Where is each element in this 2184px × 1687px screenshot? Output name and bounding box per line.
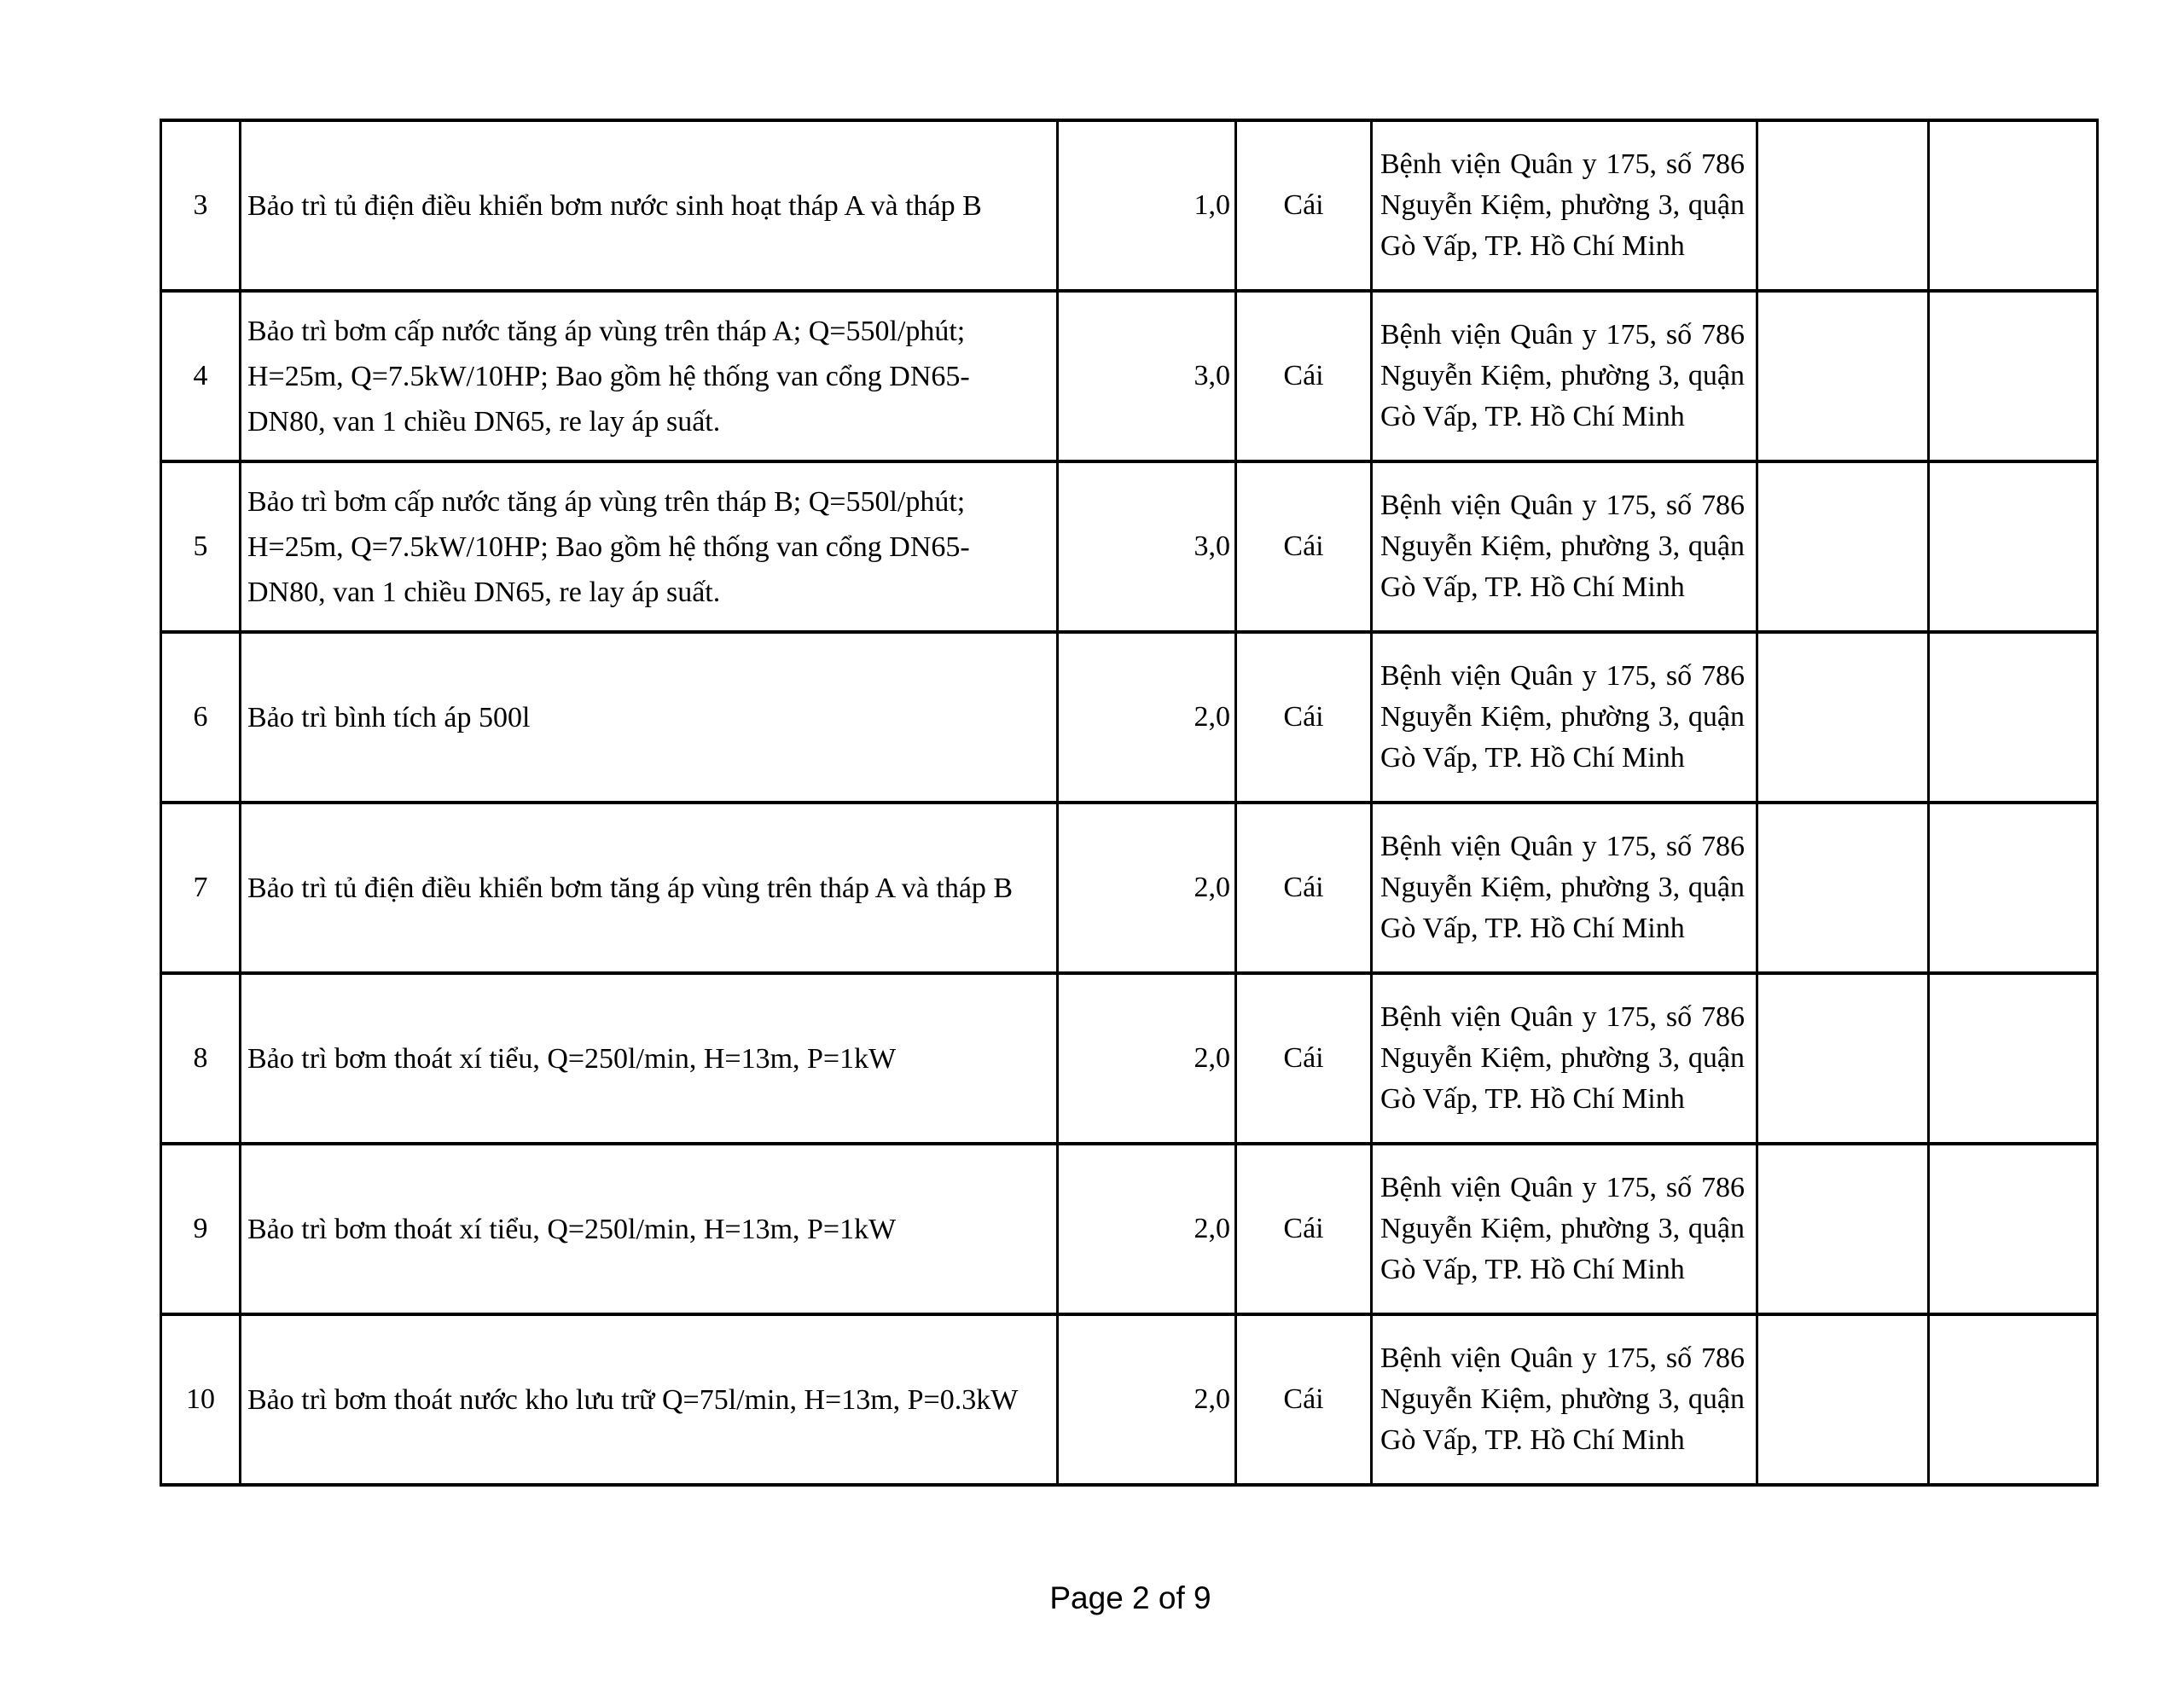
quantity-cell: 2,0 <box>1058 1144 1236 1314</box>
address-cell: Bệnh viện Quân y 175, số 786 Nguyễn Kiệm, phường 3, quận Gò Vấp, TP. Hồ Chí Minh <box>1372 632 1757 803</box>
empty-cell-2 <box>1929 461 2098 632</box>
quantity-cell: 2,0 <box>1058 632 1236 803</box>
address-cell: Bệnh viện Quân y 175, số 786 Nguyễn Kiệm, phường 3, quận Gò Vấp, TP. Hồ Chí Minh <box>1372 973 1757 1144</box>
row-number-cell: 5 <box>161 461 241 632</box>
empty-cell-2 <box>1929 120 2098 291</box>
address-cell: Bệnh viện Quân y 175, số 786 Nguyễn Kiệm, phường 3, quận Gò Vấp, TP. Hồ Chí Minh <box>1372 120 1757 291</box>
empty-cell-1 <box>1757 1144 1929 1314</box>
row-number-cell: 10 <box>161 1314 241 1485</box>
address-cell: Bệnh viện Quân y 175, số 786 Nguyễn Kiệm, phường 3, quận Gò Vấp, TP. Hồ Chí Minh <box>1372 461 1757 632</box>
empty-cell-2 <box>1929 803 2098 973</box>
table-row <box>161 120 2098 291</box>
row-number-cell: 3 <box>161 120 241 291</box>
empty-cell-1 <box>1757 291 1929 461</box>
address-cell: Bệnh viện Quân y 175, số 786 Nguyễn Kiệm, phường 3, quận Gò Vấp, TP. Hồ Chí Minh <box>1372 291 1757 461</box>
page-number: Page 2 of 9 <box>1049 1580 1211 1615</box>
empty-cell-1 <box>1757 803 1929 973</box>
maintenance-items-table <box>160 119 2099 1487</box>
empty-cell-1 <box>1757 461 1929 632</box>
unit-cell: Cái <box>1236 120 1372 291</box>
empty-cell-2 <box>1929 973 2098 1144</box>
table-row <box>161 803 2098 973</box>
row-number-cell: 6 <box>161 632 241 803</box>
quantity-cell: 3,0 <box>1058 461 1236 632</box>
unit-cell: Cái <box>1236 973 1372 1144</box>
address-cell: Bệnh viện Quân y 175, số 786 Nguyễn Kiệm, phường 3, quận Gò Vấp, TP. Hồ Chí Minh <box>1372 1144 1757 1314</box>
unit-cell: Cái <box>1236 291 1372 461</box>
quantity-cell: 2,0 <box>1058 803 1236 973</box>
empty-cell-1 <box>1757 632 1929 803</box>
table-row <box>161 291 2098 461</box>
description-cell: Bảo trì tủ điện điều khiển bơm nước sinh hoạt tháp A và tháp B <box>241 120 1058 291</box>
description-cell: Bảo trì bình tích áp 500l <box>241 632 1058 803</box>
row-number-cell: 4 <box>161 291 241 461</box>
empty-cell-2 <box>1929 291 2098 461</box>
row-number-cell: 9 <box>161 1144 241 1314</box>
quantity-cell: 1,0 <box>1058 120 1236 291</box>
description-cell: Bảo trì tủ điện điều khiển bơm tăng áp vùng trên tháp A và tháp B <box>241 803 1058 973</box>
quantity-cell: 2,0 <box>1058 973 1236 1144</box>
table-row <box>161 632 2098 803</box>
table-row <box>161 461 2098 632</box>
table-row <box>161 1144 2098 1314</box>
quantity-cell: 2,0 <box>1058 1314 1236 1485</box>
unit-cell: Cái <box>1236 632 1372 803</box>
empty-cell-1 <box>1757 973 1929 1144</box>
description-cell: Bảo trì bơm cấp nước tăng áp vùng trên tháp B; Q=550l/phút; H=25m, Q=7.5kW/10HP; Bao gồm hệ thống van cổng DN65-DN80, van 1 chiều DN65, re lay áp suất. <box>241 461 1058 632</box>
unit-cell: Cái <box>1236 1144 1372 1314</box>
row-number-cell: 7 <box>161 803 241 973</box>
empty-cell-2 <box>1929 1144 2098 1314</box>
empty-cell-1 <box>1757 120 1929 291</box>
quantity-cell: 3,0 <box>1058 291 1236 461</box>
description-cell: Bảo trì bơm thoát xí tiểu, Q=250l/min, H=13m, P=1kW <box>241 1144 1058 1314</box>
address-cell: Bệnh viện Quân y 175, số 786 Nguyễn Kiệm, phường 3, quận Gò Vấp, TP. Hồ Chí Minh <box>1372 803 1757 973</box>
description-cell: Bảo trì bơm thoát xí tiểu, Q=250l/min, H=13m, P=1kW <box>241 973 1058 1144</box>
empty-cell-2 <box>1929 1314 2098 1485</box>
address-cell: Bệnh viện Quân y 175, số 786 Nguyễn Kiệm, phường 3, quận Gò Vấp, TP. Hồ Chí Minh <box>1372 1314 1757 1485</box>
description-cell: Bảo trì bơm cấp nước tăng áp vùng trên tháp A; Q=550l/phút; H=25m, Q=7.5kW/10HP; Bao gồm hệ thống van cổng DN65-DN80, van 1 chiều DN65, re lay áp suất. <box>241 291 1058 461</box>
unit-cell: Cái <box>1236 803 1372 973</box>
unit-cell: Cái <box>1236 1314 1372 1485</box>
row-number-cell: 8 <box>161 973 241 1144</box>
empty-cell-1 <box>1757 1314 1929 1485</box>
table-row <box>161 973 2098 1144</box>
unit-cell: Cái <box>1236 461 1372 632</box>
empty-cell-2 <box>1929 632 2098 803</box>
table-row <box>161 1314 2098 1485</box>
description-cell: Bảo trì bơm thoát nước kho lưu trữ Q=75l/min, H=13m, P=0.3kW <box>241 1314 1058 1485</box>
